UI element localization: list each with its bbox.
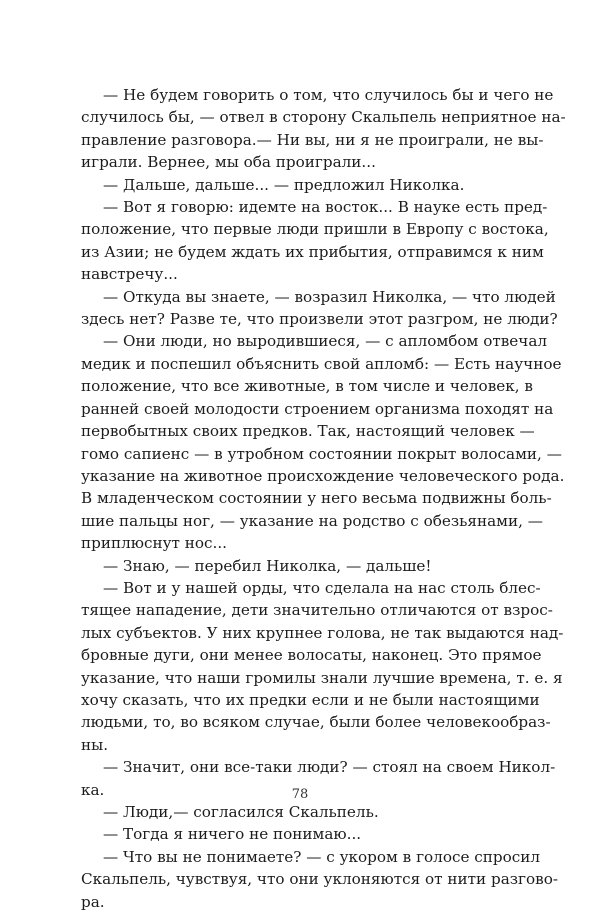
text-line: из Азии; не будем ждать их прибытия, отправимся к ним (81, 242, 544, 261)
text-line: бровные дуги, они менее волосаты, наконец. Это прямое (81, 646, 542, 665)
text-line: хочу сказать, что их предки если и не были настоящими (81, 690, 540, 709)
text-line: положение, что все животные, в том числе и человек, в (81, 377, 533, 396)
text-line: первобытных своих предков. Так, настоящий человек — (81, 422, 535, 441)
text-line: — Значит, они все-таки люди? — стоял на своем Никол- (103, 758, 556, 777)
text-line: ка. (81, 780, 105, 799)
text-line: — Что вы не понимаете? — с укором в голосе спросил (103, 847, 541, 866)
text-line: случилось бы, — отвел в сторону Скальпель неприятное на- (81, 108, 566, 127)
text-line: указание на животное происхождение человеческого рода. (81, 466, 565, 485)
text-line: тящее нападение, дети значительно отличаются от взрос- (81, 601, 553, 620)
text-line: ра. (81, 892, 105, 911)
paragraph (81, 330, 565, 554)
text-line: здесь нет? Разве те, что произвели этот разгром, не люди? (81, 310, 558, 329)
paragraph (81, 286, 558, 331)
paragraph (81, 577, 564, 756)
text-line: — Люди,— согласился Скальпель. (103, 803, 379, 821)
text-line: правление разговора.— Ни вы, ни я не проиграли, не вы- (81, 130, 544, 149)
text-line: — Они люди, но выродившиеся, — с апломбом отвечал (103, 332, 548, 351)
text-line: шие пальцы ног, — указание на родство с обезьянами, — (81, 511, 543, 530)
text-line: играли. Вернее, мы оба проиграли... (81, 153, 376, 172)
text-line: Скальпель, чувствуя, что они уклоняются от нити разгово- (81, 870, 558, 889)
paragraph (81, 801, 520, 823)
text-line: указание, что наши громилы знали лучшие времена, т. е. я (81, 668, 563, 687)
text-line: В младенческом состоянии у него весьма подвижны боль- (81, 489, 552, 508)
text-line: — Дальше, дальше... — предложил Николка. (103, 175, 465, 194)
text-line: — Вот я говорю: идемте на восток... В науке есть пред- (103, 198, 548, 217)
paragraph (81, 174, 520, 196)
text-line: ны. (81, 735, 109, 754)
text-line: лых субъектов. У них крупнее голова, не так выдаются над- (81, 623, 564, 642)
paragraph (81, 823, 520, 845)
text-line: гомо сапиенс — в утробном состоянии покрыт волосами, — (81, 444, 562, 463)
paragraph (81, 846, 558, 913)
text-line: ранней своей молодости строением организма походят на (81, 399, 554, 418)
paragraph (81, 84, 566, 174)
text-line: приплюснут нос... (81, 534, 228, 553)
text-line: людьми, то, во всяком случае, были более человекообраз- (81, 713, 551, 732)
text-line: — Тогда я ничего не понимаю... (103, 825, 362, 844)
text-line: — Знаю, — перебил Николка, — дальше! (103, 556, 432, 575)
paragraph (81, 196, 549, 286)
paragraph (81, 555, 520, 577)
page-number: 78 (291, 787, 309, 802)
text-line: медик и поспешил объяснить свой апломб: — Есть научное (81, 354, 562, 373)
text-line: положение, что первые люди пришли в Европу с востока, (81, 220, 549, 239)
text-line: — Вот и у нашей орды, что сделала на нас столь блес- (103, 578, 541, 597)
text-line: — Не будем говорить о том, что случилось бы и чего не (103, 86, 554, 104)
text-line: — Откуда вы знаете, — возразил Николка, — что людей (103, 287, 556, 306)
text-line: навстречу... (81, 265, 178, 284)
